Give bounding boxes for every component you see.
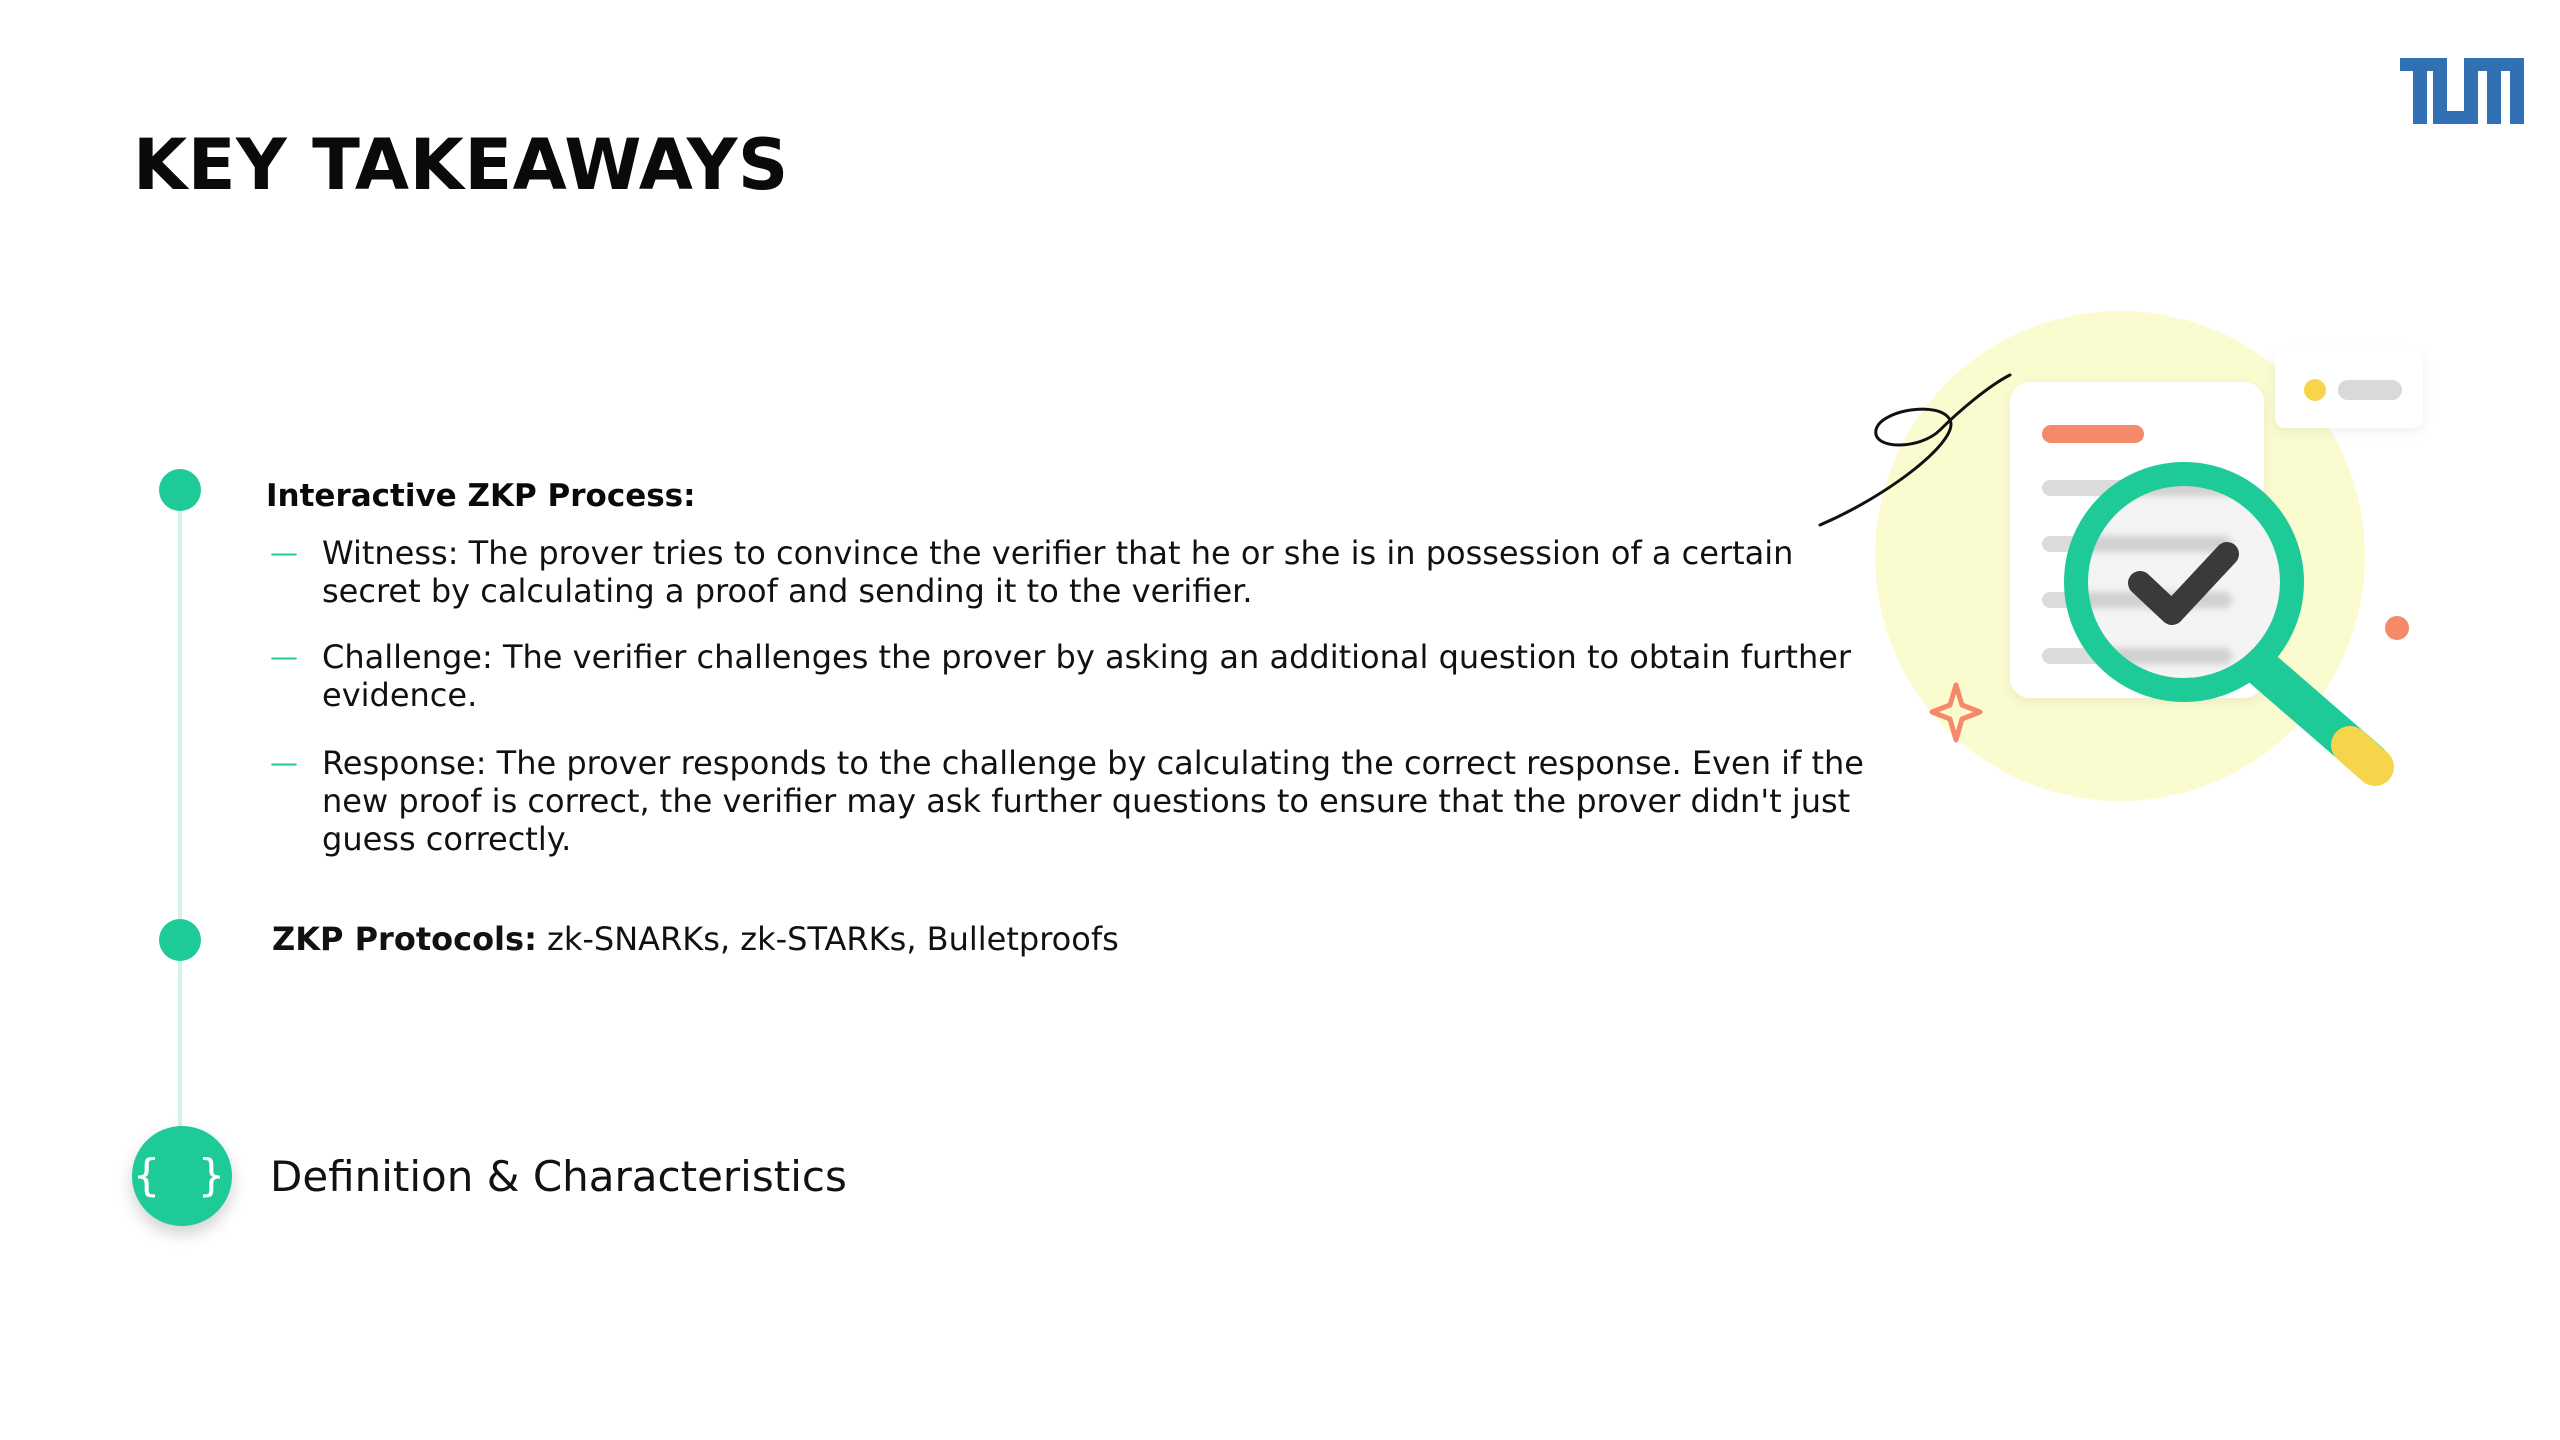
dash-icon: —: [270, 536, 298, 569]
section-heading: Interactive ZKP Process:: [266, 478, 696, 514]
process-bullet-list: [270, 534, 1900, 886]
timeline-dot-process: [159, 469, 201, 511]
definition-characteristics-label: Definition & Characteristics: [270, 1152, 847, 1201]
bullet-text: Challenge: The verifier challenges the prover by asking an additional question to obtain further evidence.: [322, 638, 1852, 714]
protocols-line: [272, 920, 1119, 958]
bullet-text: Witness: The prover tries to convince the verifier that he or she is in possession of a certain secret by calculating a proof and sending it to the verifier.: [322, 534, 1794, 610]
document-magnifier-check-illustration: [1810, 300, 2450, 820]
timeline-dot-protocols: [159, 919, 201, 961]
protocols-label: ZKP Protocols:: [272, 920, 537, 958]
bullet-text: Response: The prover responds to the challenge by calculating the correct response. Even if the new proof is correct, the verifier may ask further questions to ensure that the prover didn't just guess correctly.: [322, 744, 1864, 858]
bullet-witness: [270, 534, 1900, 610]
yellow-dot-icon: [2304, 379, 2326, 401]
orange-dot-icon: [2385, 616, 2409, 640]
protocols-value: zk-SNARKs, zk-STARKs, Bulletproofs: [536, 920, 1119, 958]
dash-icon: —: [270, 640, 298, 673]
dash-icon: —: [270, 746, 298, 779]
timeline-line: [178, 490, 182, 1170]
braces-icon: { }: [132, 1126, 232, 1226]
bullet-challenge: [270, 638, 1900, 714]
tum-logo: [2400, 58, 2524, 124]
page-title: KEY TAKEAWAYS: [133, 124, 789, 206]
bullet-response: [270, 744, 1900, 858]
